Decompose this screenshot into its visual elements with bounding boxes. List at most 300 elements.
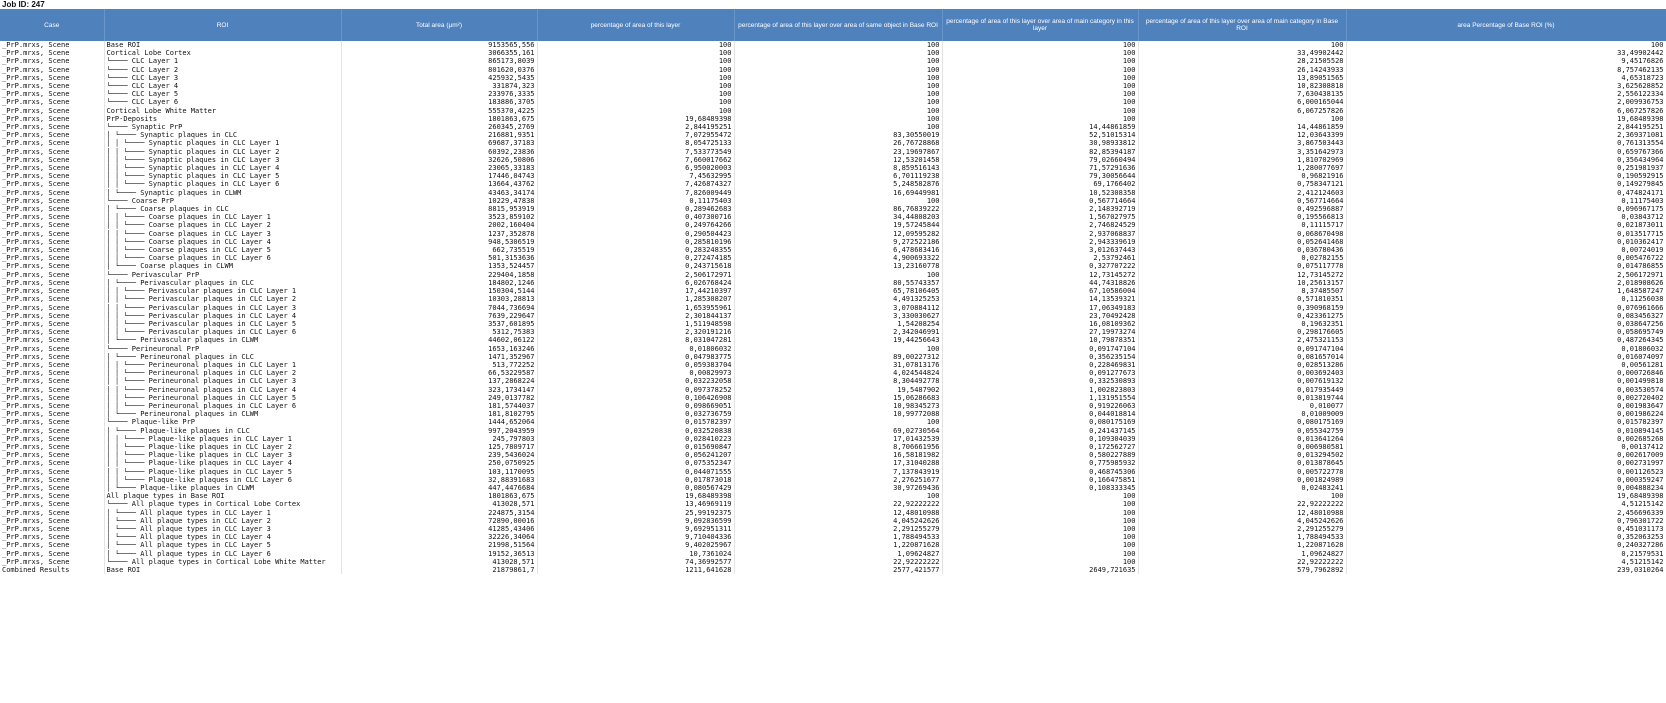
area-pct-base-cell[interactable]: 6,067257826 [1346, 107, 1666, 115]
case-cell[interactable]: _PrP.mrxs, Scene [0, 386, 104, 394]
pct-main-category-layer-cell[interactable]: 2649,721635 [942, 566, 1138, 574]
case-cell[interactable]: _PrP.mrxs, Scene [0, 500, 104, 508]
pct-same-object-cell[interactable]: 100 [734, 492, 942, 500]
pct-main-category-base-cell[interactable]: 12,73145272 [1138, 271, 1346, 279]
pct-same-object-cell[interactable]: 100 [734, 74, 942, 82]
column-header-area-pct-base[interactable]: area Percentage of Base ROI (%) [1346, 9, 1666, 41]
total-area-cell[interactable]: 7639,229647 [341, 312, 537, 320]
table-row[interactable] [0, 213, 1666, 221]
pct-layer-cell[interactable]: 13,46969119 [537, 500, 734, 508]
pct-main-category-base-cell[interactable]: 0,017935449 [1138, 386, 1346, 394]
pct-layer-cell[interactable]: 0,01806032 [537, 345, 734, 353]
roi-cell[interactable]: │ │ └──── Perivascular plaques in CLC Layer 3 [104, 304, 341, 312]
pct-same-object-cell[interactable]: 22,92222222 [734, 558, 942, 566]
total-area-cell[interactable]: 224875,3154 [341, 509, 537, 517]
pct-main-category-layer-cell[interactable]: 0,775985932 [942, 459, 1138, 467]
total-area-cell[interactable]: 501,3153636 [341, 254, 537, 262]
table-row[interactable] [0, 82, 1666, 90]
table-row[interactable] [0, 402, 1666, 410]
table-row[interactable] [0, 115, 1666, 123]
total-area-cell[interactable]: 44602,06122 [341, 336, 537, 344]
pct-layer-cell[interactable]: 19,68489398 [537, 115, 734, 123]
pct-same-object-cell[interactable]: 19,44256643 [734, 336, 942, 344]
table-row[interactable] [0, 180, 1666, 188]
pct-same-object-cell[interactable]: 100 [734, 345, 942, 353]
pct-layer-cell[interactable]: 100 [537, 82, 734, 90]
roi-cell[interactable]: │ │ └──── Perineuronal plaques in CLC Layer 4 [104, 386, 341, 394]
area-pct-base-cell[interactable]: 0,000359247 [1346, 476, 1666, 484]
table-row[interactable] [0, 271, 1666, 279]
pct-main-category-base-cell[interactable]: 0,01009009 [1138, 410, 1346, 418]
roi-cell[interactable]: │ └──── All plaque types in CLC Layer 3 [104, 525, 341, 533]
case-cell[interactable]: _PrP.mrxs, Scene [0, 492, 104, 500]
pct-layer-cell[interactable]: 0,243715618 [537, 262, 734, 270]
pct-main-category-base-cell[interactable]: 12,48010988 [1138, 509, 1346, 517]
column-header-pct-layer[interactable]: percentage of area of this layer [537, 9, 734, 41]
pct-main-category-layer-cell[interactable]: 0,332530893 [942, 377, 1138, 385]
total-area-cell[interactable]: 447,4476684 [341, 484, 537, 492]
pct-layer-cell[interactable]: 10,7361024 [537, 550, 734, 558]
area-pct-base-cell[interactable]: 0,015782397 [1346, 418, 1666, 426]
table-row[interactable] [0, 394, 1666, 402]
table-row[interactable] [0, 517, 1666, 525]
total-area-cell[interactable]: 1237,352878 [341, 230, 537, 238]
pct-main-category-layer-cell[interactable]: 100 [942, 82, 1138, 90]
pct-same-object-cell[interactable]: 100 [734, 115, 942, 123]
pct-main-category-base-cell[interactable]: 0,492596887 [1138, 205, 1346, 213]
total-area-cell[interactable]: 662,735519 [341, 246, 537, 254]
table-row[interactable] [0, 230, 1666, 238]
roi-cell[interactable]: │ │ └──── Perivascular plaques in CLC Layer 1 [104, 287, 341, 295]
pct-same-object-cell[interactable]: 2,342046991 [734, 328, 942, 336]
pct-main-category-layer-cell[interactable]: 0,327707222 [942, 262, 1138, 270]
pct-same-object-cell[interactable]: 6,478683416 [734, 246, 942, 254]
area-pct-base-cell[interactable]: 0,010362417 [1346, 238, 1666, 246]
pct-main-category-base-cell[interactable]: 0,02483241 [1138, 484, 1346, 492]
pct-layer-cell[interactable]: 8,054725133 [537, 139, 734, 147]
table-row[interactable] [0, 90, 1666, 98]
area-pct-base-cell[interactable]: 19,68489398 [1346, 115, 1666, 123]
pct-main-category-base-cell[interactable]: 0,091747104 [1138, 345, 1346, 353]
pct-main-category-base-cell[interactable]: 7,630438135 [1138, 90, 1346, 98]
pct-main-category-layer-cell[interactable]: 12,73145272 [942, 271, 1138, 279]
area-pct-base-cell[interactable]: 0,038647256 [1346, 320, 1666, 328]
total-area-cell[interactable]: 323,1734147 [341, 386, 537, 394]
case-cell[interactable]: _PrP.mrxs, Scene [0, 279, 104, 287]
roi-cell[interactable]: └──── Coarse PrP [104, 197, 341, 205]
pct-same-object-cell[interactable]: 10,99772088 [734, 410, 942, 418]
total-area-cell[interactable]: 19152,36513 [341, 550, 537, 558]
table-row[interactable] [0, 468, 1666, 476]
pct-same-object-cell[interactable]: 80,55743357 [734, 279, 942, 287]
pct-layer-cell[interactable]: 100 [537, 98, 734, 106]
total-area-cell[interactable]: 184802,1246 [341, 279, 537, 287]
pct-main-category-layer-cell[interactable]: 79,02660494 [942, 156, 1138, 164]
pct-main-category-layer-cell[interactable]: 100 [942, 74, 1138, 82]
pct-main-category-base-cell[interactable]: 0,758347121 [1138, 180, 1346, 188]
area-pct-base-cell[interactable]: 0,00561281 [1346, 361, 1666, 369]
table-row[interactable] [0, 492, 1666, 500]
roi-cell[interactable]: │ │ └──── Synaptic plaques in CLC Layer 2 [104, 148, 341, 156]
pct-main-category-base-cell[interactable]: 0,055342759 [1138, 427, 1346, 435]
case-cell[interactable]: _PrP.mrxs, Scene [0, 90, 104, 98]
pct-same-object-cell[interactable]: 2577,421577 [734, 566, 942, 574]
total-area-cell[interactable]: 103,1170095 [341, 468, 537, 476]
total-area-cell[interactable]: 1353,524457 [341, 262, 537, 270]
case-cell[interactable]: _PrP.mrxs, Scene [0, 484, 104, 492]
pct-main-category-layer-cell[interactable]: 0,468745306 [942, 468, 1138, 476]
total-area-cell[interactable]: 216881,9351 [341, 131, 537, 139]
pct-layer-cell[interactable]: 0,075352347 [537, 459, 734, 467]
case-cell[interactable]: _PrP.mrxs, Scene [0, 107, 104, 115]
area-pct-base-cell[interactable]: 0,002685268 [1346, 435, 1666, 443]
roi-cell[interactable]: │ │ └──── Synaptic plaques in CLC Layer 4 [104, 164, 341, 172]
pct-same-object-cell[interactable]: 100 [734, 418, 942, 426]
roi-cell[interactable]: │ │ └──── Coarse plaques in CLC Layer 1 [104, 213, 341, 221]
pct-layer-cell[interactable]: 2,320191216 [537, 328, 734, 336]
table-row[interactable] [0, 418, 1666, 426]
pct-same-object-cell[interactable]: 19,5487902 [734, 386, 942, 394]
table-row[interactable] [0, 336, 1666, 344]
pct-same-object-cell[interactable]: 23,19697867 [734, 148, 942, 156]
table-row[interactable] [0, 279, 1666, 287]
table-row[interactable] [0, 435, 1666, 443]
total-area-cell[interactable]: 41285,43406 [341, 525, 537, 533]
pct-layer-cell[interactable]: 2,506172971 [537, 271, 734, 279]
roi-cell[interactable]: │ │ └──── Perineuronal plaques in CLC Layer 3 [104, 377, 341, 385]
case-cell[interactable]: _PrP.mrxs, Scene [0, 287, 104, 295]
pct-layer-cell[interactable]: 1211,641628 [537, 566, 734, 574]
pct-main-category-base-cell[interactable]: 4,045242626 [1138, 517, 1346, 525]
roi-cell[interactable]: │ └──── All plaque types in CLC Layer 2 [104, 517, 341, 525]
pct-same-object-cell[interactable]: 83,30550019 [734, 131, 942, 139]
table-row[interactable] [0, 550, 1666, 558]
total-area-cell[interactable]: 229404,1858 [341, 271, 537, 279]
case-cell[interactable]: _PrP.mrxs, Scene [0, 189, 104, 197]
pct-main-category-layer-cell[interactable]: 100 [942, 57, 1138, 65]
case-cell[interactable]: _PrP.mrxs, Scene [0, 312, 104, 320]
table-row[interactable] [0, 238, 1666, 246]
area-pct-base-cell[interactable]: 0,487264345 [1346, 336, 1666, 344]
total-area-cell[interactable]: 60392,23836 [341, 148, 537, 156]
pct-layer-cell[interactable]: 17,44210397 [537, 287, 734, 295]
area-pct-base-cell[interactable]: 0,001986224 [1346, 410, 1666, 418]
table-row[interactable] [0, 361, 1666, 369]
roi-cell[interactable]: └──── CLC Layer 5 [104, 90, 341, 98]
case-cell[interactable]: _PrP.mrxs, Scene [0, 345, 104, 353]
total-area-cell[interactable]: 513,772252 [341, 361, 537, 369]
roi-cell[interactable]: PrP-Deposits [104, 115, 341, 123]
case-cell[interactable]: _PrP.mrxs, Scene [0, 304, 104, 312]
table-row[interactable] [0, 484, 1666, 492]
area-pct-base-cell[interactable]: 0,190592915 [1346, 172, 1666, 180]
pct-main-category-base-cell[interactable]: 6,067257826 [1138, 107, 1346, 115]
case-cell[interactable]: _PrP.mrxs, Scene [0, 98, 104, 106]
case-cell[interactable]: _PrP.mrxs, Scene [0, 295, 104, 303]
pct-main-category-base-cell[interactable]: 0,19632351 [1138, 320, 1346, 328]
pct-main-category-base-cell[interactable]: 26,14243933 [1138, 66, 1346, 74]
pct-main-category-layer-cell[interactable]: 0,091747104 [942, 345, 1138, 353]
pct-layer-cell[interactable]: 1,511948598 [537, 320, 734, 328]
pct-layer-cell[interactable]: 0,032736759 [537, 410, 734, 418]
case-cell[interactable]: _PrP.mrxs, Scene [0, 131, 104, 139]
pct-main-category-base-cell[interactable]: 0,001824989 [1138, 476, 1346, 484]
pct-layer-cell[interactable]: 0,028410223 [537, 435, 734, 443]
pct-main-category-layer-cell[interactable]: 0,109304039 [942, 435, 1138, 443]
case-cell[interactable]: _PrP.mrxs, Scene [0, 197, 104, 205]
total-area-cell[interactable]: 997,2043959 [341, 427, 537, 435]
total-area-cell[interactable]: 865173,8039 [341, 57, 537, 65]
pct-main-category-base-cell[interactable]: 0,036780436 [1138, 246, 1346, 254]
pct-main-category-layer-cell[interactable]: 0,228469831 [942, 361, 1138, 369]
pct-main-category-layer-cell[interactable]: 0,567714664 [942, 197, 1138, 205]
area-pct-base-cell[interactable]: 0,002720402 [1346, 394, 1666, 402]
area-pct-base-cell[interactable]: 0,096967175 [1346, 205, 1666, 213]
pct-layer-cell[interactable]: 9,092836599 [537, 517, 734, 525]
pct-main-category-base-cell[interactable]: 10,25613157 [1138, 279, 1346, 287]
pct-same-object-cell[interactable]: 69,02730564 [734, 427, 942, 435]
pct-same-object-cell[interactable]: 100 [734, 57, 942, 65]
total-area-cell[interactable]: 21879861,7 [341, 566, 537, 574]
pct-same-object-cell[interactable]: 17,31040288 [734, 459, 942, 467]
table-row[interactable] [0, 66, 1666, 74]
pct-main-category-base-cell[interactable]: 0,013641264 [1138, 435, 1346, 443]
pct-same-object-cell[interactable]: 100 [734, 271, 942, 279]
table-row[interactable] [0, 304, 1666, 312]
case-cell[interactable]: _PrP.mrxs, Scene [0, 271, 104, 279]
table-row[interactable] [0, 451, 1666, 459]
table-row[interactable] [0, 386, 1666, 394]
pct-main-category-layer-cell[interactable]: 30,98933812 [942, 139, 1138, 147]
pct-main-category-layer-cell[interactable]: 14,13539321 [942, 295, 1138, 303]
total-area-cell[interactable]: 3523,859102 [341, 213, 537, 221]
area-pct-base-cell[interactable]: 1,648587247 [1346, 287, 1666, 295]
pct-main-category-base-cell[interactable]: 0,068670498 [1138, 230, 1346, 238]
total-area-cell[interactable]: 72890,00016 [341, 517, 537, 525]
table-row[interactable] [0, 74, 1666, 82]
roi-cell[interactable]: │ └──── Synaptic plaques in CLC [104, 131, 341, 139]
total-area-cell[interactable]: 181,5744037 [341, 402, 537, 410]
total-area-cell[interactable]: 66,53229587 [341, 369, 537, 377]
table-row[interactable] [0, 123, 1666, 131]
roi-cell[interactable]: │ │ └──── Synaptic plaques in CLC Layer 5 [104, 172, 341, 180]
total-area-cell[interactable]: 13664,43762 [341, 180, 537, 188]
table-row[interactable] [0, 459, 1666, 467]
pct-same-object-cell[interactable]: 4,045242626 [734, 517, 942, 525]
pct-main-category-layer-cell[interactable]: 44,74318826 [942, 279, 1138, 287]
pct-layer-cell[interactable]: 0,044071555 [537, 468, 734, 476]
column-header-pct-same-object-base[interactable]: percentage of area of this layer over area of same object in Base ROI [734, 9, 942, 41]
case-cell[interactable]: _PrP.mrxs, Scene [0, 221, 104, 229]
case-cell[interactable]: _PrP.mrxs, Scene [0, 66, 104, 74]
area-pct-base-cell[interactable]: 9,45176826 [1346, 57, 1666, 65]
pct-main-category-base-cell[interactable]: 22,92222222 [1138, 558, 1346, 566]
case-cell[interactable]: _PrP.mrxs, Scene [0, 328, 104, 336]
area-pct-base-cell[interactable]: 2,369371081 [1346, 131, 1666, 139]
roi-cell[interactable]: │ └──── All plaque types in CLC Layer 5 [104, 541, 341, 549]
area-pct-base-cell[interactable]: 2,018908626 [1346, 279, 1666, 287]
case-cell[interactable]: _PrP.mrxs, Scene [0, 377, 104, 385]
pct-layer-cell[interactable]: 0,017873018 [537, 476, 734, 484]
pct-main-category-base-cell[interactable]: 13,89051565 [1138, 74, 1346, 82]
table-row[interactable] [0, 107, 1666, 115]
pct-main-category-layer-cell[interactable]: 79,30056644 [942, 172, 1138, 180]
area-pct-base-cell[interactable]: 0,004888234 [1346, 484, 1666, 492]
case-cell[interactable]: _PrP.mrxs, Scene [0, 238, 104, 246]
area-pct-base-cell[interactable]: 0,003530574 [1346, 386, 1666, 394]
pct-main-category-base-cell[interactable]: 100 [1138, 41, 1346, 49]
table-row[interactable] [0, 164, 1666, 172]
pct-main-category-layer-cell[interactable]: 67,10586004 [942, 287, 1138, 295]
table-row[interactable] [0, 369, 1666, 377]
case-cell[interactable]: _PrP.mrxs, Scene [0, 410, 104, 418]
pct-same-object-cell[interactable]: 22,92222222 [734, 500, 942, 508]
pct-same-object-cell[interactable]: 1,09624827 [734, 550, 942, 558]
area-pct-base-cell[interactable]: 0,076961666 [1346, 304, 1666, 312]
pct-main-category-layer-cell[interactable]: 0,172562727 [942, 443, 1138, 451]
roi-cell[interactable]: │ └──── Coarse plaques in CLWM [104, 262, 341, 270]
table-row[interactable] [0, 410, 1666, 418]
pct-same-object-cell[interactable]: 100 [734, 107, 942, 115]
pct-main-category-layer-cell[interactable]: 2,148392719 [942, 205, 1138, 213]
pct-main-category-base-cell[interactable]: 0,298176605 [1138, 328, 1346, 336]
pct-layer-cell[interactable]: 1,653955961 [537, 304, 734, 312]
area-pct-base-cell[interactable]: 0,000726846 [1346, 369, 1666, 377]
column-header-pct-main-category-base[interactable]: percentage of area of this layer over area of main category in Base ROI [1138, 9, 1346, 41]
total-area-cell[interactable]: 2002,160404 [341, 221, 537, 229]
table-row[interactable] [0, 57, 1666, 65]
total-area-cell[interactable]: 331874,323 [341, 82, 537, 90]
pct-same-object-cell[interactable]: 34,44808203 [734, 213, 942, 221]
pct-main-category-layer-cell[interactable]: 100 [942, 90, 1138, 98]
pct-layer-cell[interactable]: 7,533773549 [537, 148, 734, 156]
table-row[interactable] [0, 500, 1666, 508]
pct-same-object-cell[interactable]: 1,788494533 [734, 533, 942, 541]
case-cell[interactable]: _PrP.mrxs, Scene [0, 115, 104, 123]
total-area-cell[interactable]: 10303,28813 [341, 295, 537, 303]
total-area-cell[interactable]: 1801863,675 [341, 492, 537, 500]
roi-cell[interactable]: │ │ └──── Perivascular plaques in CLC Layer 2 [104, 295, 341, 303]
table-row[interactable] [0, 221, 1666, 229]
pct-same-object-cell[interactable]: 10,98345273 [734, 402, 942, 410]
table-row[interactable] [0, 427, 1666, 435]
pct-main-category-base-cell[interactable]: 0,081657014 [1138, 353, 1346, 361]
table-row[interactable] [0, 312, 1666, 320]
total-area-cell[interactable]: 7044,736694 [341, 304, 537, 312]
table-row[interactable] [0, 41, 1666, 49]
area-pct-base-cell[interactable]: 0,001499818 [1346, 377, 1666, 385]
area-pct-base-cell[interactable]: 100 [1346, 41, 1666, 49]
pct-main-category-layer-cell[interactable]: 100 [942, 66, 1138, 74]
pct-main-category-layer-cell[interactable]: 71,57291636 [942, 164, 1138, 172]
area-pct-base-cell[interactable]: 4,51215142 [1346, 558, 1666, 566]
pct-main-category-layer-cell[interactable]: 2,53792461 [942, 254, 1138, 262]
area-pct-base-cell[interactable]: 4,65318723 [1346, 74, 1666, 82]
roi-cell[interactable]: Cortical Lobe White Matter [104, 107, 341, 115]
total-area-cell[interactable]: 249,0137782 [341, 394, 537, 402]
case-cell[interactable]: _PrP.mrxs, Scene [0, 156, 104, 164]
pct-layer-cell[interactable]: 0,00829973 [537, 369, 734, 377]
total-area-cell[interactable]: 21998,51564 [341, 541, 537, 549]
roi-cell[interactable]: │ │ └──── Perineuronal plaques in CLC Layer 2 [104, 369, 341, 377]
roi-cell[interactable]: │ │ └──── Synaptic plaques in CLC Layer 1 [104, 139, 341, 147]
case-cell[interactable]: Combined Results [0, 566, 104, 574]
pct-main-category-layer-cell[interactable]: 0,919226063 [942, 402, 1138, 410]
case-cell[interactable]: _PrP.mrxs, Scene [0, 369, 104, 377]
pct-main-category-base-cell[interactable]: 10,82308818 [1138, 82, 1346, 90]
area-pct-base-cell[interactable]: 0,11175403 [1346, 197, 1666, 205]
pct-main-category-layer-cell[interactable]: 100 [942, 107, 1138, 115]
pct-layer-cell[interactable]: 0,032232058 [537, 377, 734, 385]
pct-main-category-base-cell[interactable]: 0,005722778 [1138, 468, 1346, 476]
pct-layer-cell[interactable]: 0,407300716 [537, 213, 734, 221]
pct-main-category-base-cell[interactable]: 0,02782155 [1138, 254, 1346, 262]
roi-cell[interactable]: └──── CLC Layer 4 [104, 82, 341, 90]
pct-layer-cell[interactable]: 100 [537, 107, 734, 115]
roi-cell[interactable]: └──── All plaque types in Cortical Lobe Cortex [104, 500, 341, 508]
area-pct-base-cell[interactable]: 8,757462135 [1346, 66, 1666, 74]
pct-main-category-base-cell[interactable]: 0,11115717 [1138, 221, 1346, 229]
table-row[interactable] [0, 189, 1666, 197]
pct-same-object-cell[interactable]: 65,78106405 [734, 287, 942, 295]
area-pct-base-cell[interactable]: 0,03843712 [1346, 213, 1666, 221]
case-cell[interactable]: _PrP.mrxs, Scene [0, 435, 104, 443]
pct-same-object-cell[interactable]: 15,06286683 [734, 394, 942, 402]
table-row[interactable] [0, 49, 1666, 57]
roi-cell[interactable]: │ └──── Perineuronal plaques in CLC [104, 353, 341, 361]
case-cell[interactable]: _PrP.mrxs, Scene [0, 74, 104, 82]
pct-main-category-layer-cell[interactable]: 100 [942, 525, 1138, 533]
area-pct-base-cell[interactable]: 0,010894145 [1346, 427, 1666, 435]
pct-main-category-layer-cell[interactable]: 100 [942, 115, 1138, 123]
case-cell[interactable]: _PrP.mrxs, Scene [0, 353, 104, 361]
pct-main-category-layer-cell[interactable]: 100 [942, 49, 1138, 57]
pct-main-category-layer-cell[interactable]: 14,44861859 [942, 123, 1138, 131]
roi-cell[interactable]: └──── CLC Layer 3 [104, 74, 341, 82]
pct-main-category-layer-cell[interactable]: 0,080175169 [942, 418, 1138, 426]
pct-same-object-cell[interactable]: 9,272522186 [734, 238, 942, 246]
area-pct-base-cell[interactable]: 0,005476722 [1346, 254, 1666, 262]
pct-same-object-cell[interactable]: 13,23160778 [734, 262, 942, 270]
table-row[interactable] [0, 262, 1666, 270]
table-row[interactable] [0, 131, 1666, 139]
roi-cell[interactable]: │ └──── Synaptic plaques in CLWM [104, 189, 341, 197]
column-header-total-area[interactable]: Total area (μm²) [341, 9, 537, 41]
area-pct-base-cell[interactable]: 2,556122334 [1346, 90, 1666, 98]
case-cell[interactable]: _PrP.mrxs, Scene [0, 139, 104, 147]
pct-main-category-layer-cell[interactable]: 100 [942, 550, 1138, 558]
pct-main-category-base-cell[interactable]: 22,92222222 [1138, 500, 1346, 508]
table-row[interactable] [0, 295, 1666, 303]
pct-main-category-layer-cell[interactable]: 69,1766402 [942, 180, 1138, 188]
pct-same-object-cell[interactable]: 19,57245844 [734, 221, 942, 229]
pct-layer-cell[interactable]: 0,015690847 [537, 443, 734, 451]
area-pct-base-cell[interactable]: 19,68489398 [1346, 492, 1666, 500]
pct-layer-cell[interactable]: 100 [537, 57, 734, 65]
roi-cell[interactable]: │ └──── Perivascular plaques in CLC [104, 279, 341, 287]
pct-main-category-layer-cell[interactable]: 0,241437145 [942, 427, 1138, 435]
roi-cell[interactable]: │ │ └──── Perineuronal plaques in CLC Layer 5 [104, 394, 341, 402]
total-area-cell[interactable]: 10229,47838 [341, 197, 537, 205]
pct-layer-cell[interactable]: 7,660017662 [537, 156, 734, 164]
area-pct-base-cell[interactable]: 0,659767366 [1346, 148, 1666, 156]
pct-layer-cell[interactable]: 0,285810196 [537, 238, 734, 246]
pct-layer-cell[interactable]: 7,426874327 [537, 180, 734, 188]
case-cell[interactable]: _PrP.mrxs, Scene [0, 172, 104, 180]
total-area-cell[interactable]: 245,797803 [341, 435, 537, 443]
pct-same-object-cell[interactable]: 89,00227312 [734, 353, 942, 361]
roi-cell[interactable]: │ │ └──── Perivascular plaques in CLC Layer 6 [104, 328, 341, 336]
